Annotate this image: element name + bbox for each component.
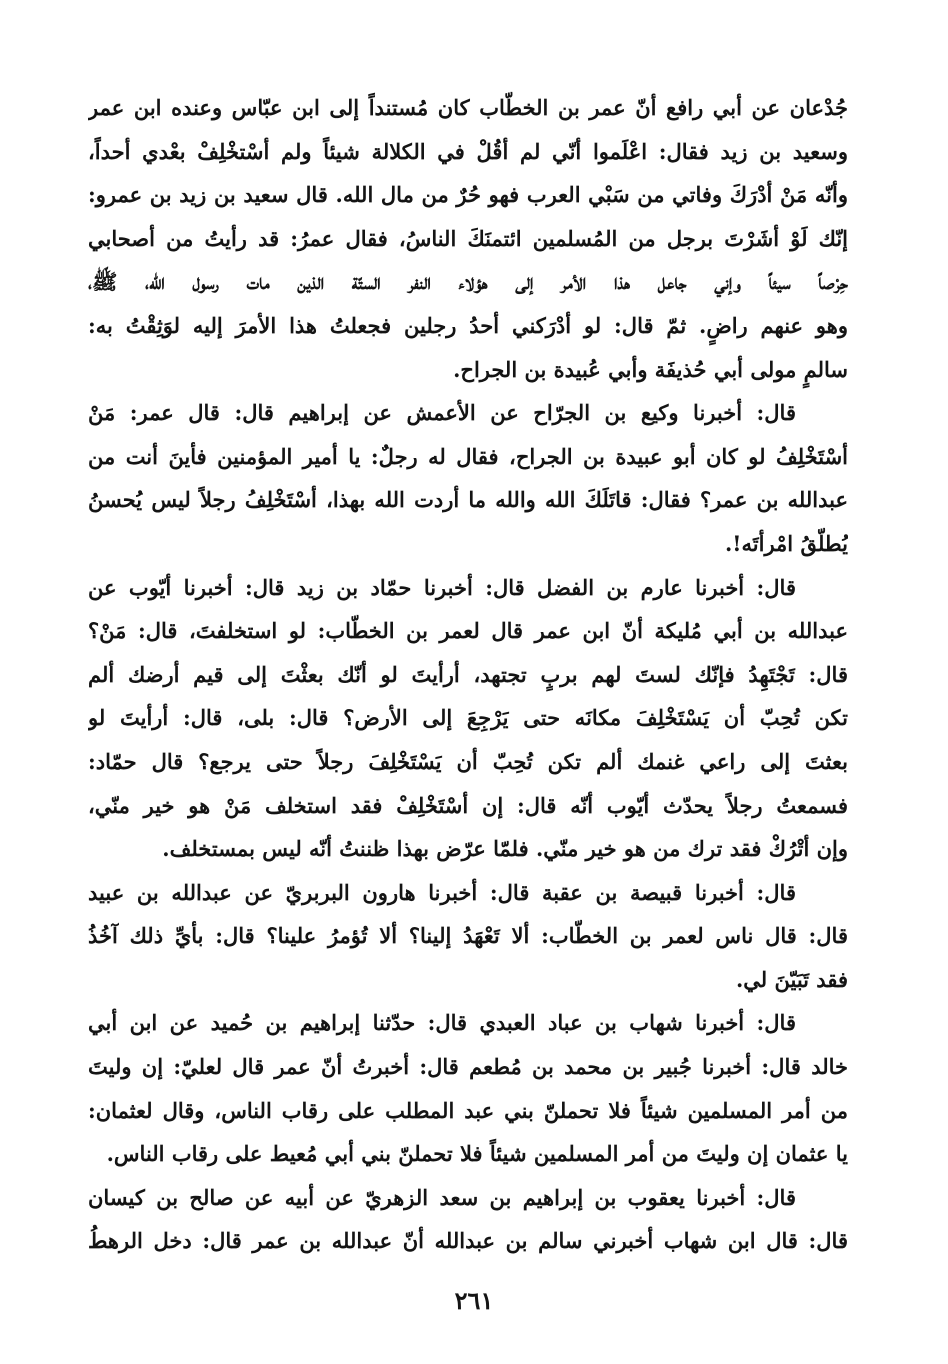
paragraph-1	[88, 86, 848, 391]
text-line: من أمر المسلمين شيئاً فلا تحملنّ بني عبد المطلب على رقاب الناس، وقال لعثمان:	[88, 1097, 848, 1123]
text-line: أسْتَخْلِفُ لو كان أبو عبيدة بن الجراح، فقال له رجلٌ: يا أمير المؤمنين فأينَ أنت من	[88, 443, 848, 469]
paragraph-4	[88, 871, 848, 1002]
paragraph-3	[88, 566, 848, 871]
text-line: قال: تَجْتَهِدُ فإنّك لستَ لهم بربٍ تجتهد، أرأيتَ لو أنّك بعثْتَ إلى قيم أرضك ألم	[88, 661, 848, 687]
text-line: قال: أخبرنا يعقوب بن إبراهيم بن سعد الزهريّ عن أبيه عن صالح بن كيسان	[88, 1184, 796, 1210]
page-body	[88, 86, 848, 1263]
text-line: قال: أخبرنا قبيصة بن عقبة قال: أخبرنا هارون البربريّ عن عبدالله بن عبيد	[88, 879, 796, 905]
paragraph-5	[88, 1001, 848, 1175]
text-line: عبدالله بن أبي مُليكة أنّ ابن عمر قال لعمر بن الخطّاب: لو استخلفتَ، قال: مَنْ؟	[88, 618, 848, 644]
text-line: فقد تَبَيّنَ لي.	[735, 966, 848, 992]
text-line: بعثتَ إلى راعي غنمك ألم تكن تُحِبّ أن يَسْتَخْلِفَ رجلاً حتى يرجع؟ قال حمّاد:	[88, 748, 848, 774]
text-line: فسمعتُ رجلاً يحدّث أيّوب أنّه قال: إن أسْتَخْلِفْ فقد استخلف مَنْ هو خير منّي،	[88, 792, 848, 818]
text-line: وإن أتْرُكْ فقد ترك من هو خير منّي. فلمّا عرّض بهذا ظننتُ أنّه ليس بمستخلف.	[162, 836, 848, 862]
paragraph-2	[88, 391, 848, 565]
text-line: يُطلّقُ امْرأتَه!.	[725, 530, 848, 556]
text-line: جُدْعان عن أبي رافع أنّ عمر بن الخطّاب كان مُستنداً إلى ابن عبّاس وعنده ابن عمر	[88, 95, 848, 120]
text-line: إنّك لَوْ أشَرْتَ برجل من المُسلمين ائتمنَكَ الناسُ، فقال عمرُ: قد رأيتُ من أصحابي	[88, 225, 848, 251]
text-line: وأنّه مَنْ أدْرَكَ وفاتي من سَبْي العرب فهو حُرٌ من مال الله. قال سعيد بن زيد بن عمرو:	[88, 182, 848, 208]
text-line: وسعيد بن زيد فقال: اعْلَموا أنّي لم أقُلْ في الكلالة شيئاً ولم أسْتخْلِفْ بعْدي أحداً،	[88, 138, 848, 164]
text-line: حِرْصاً سيئاً وإني جاعل هذا الأمر إلى هؤلاء النفر الستّة الذين مات رسول الله، ﷺ،	[88, 269, 848, 295]
text-line: تكن تُحِبّ أن يَسْتَخْلِفَ مكانَه حتى يَرْجِعَ إلى الأرض؟ قال: بلى، قال: أرأيتَ لو	[88, 705, 848, 731]
text-line: يا عثمان إن وليتَ من أمر المسلمين شيئاً فلا تحملنّ بني أبي مُعيط على رقاب الناس.	[106, 1141, 848, 1167]
text-line: قال: أخبرنا شهاب بن عباد العبدي قال: حدّثنا إبراهيم بن حُميد عن ابن أبي	[88, 1010, 796, 1036]
text-line: سالمٍ مولى أبي حُذيفَة وأبي عُبيدة بن الجراح.	[453, 356, 848, 382]
page-number: ٢٦١	[454, 1286, 494, 1315]
paragraph-6	[88, 1176, 848, 1263]
text-line: قال: قال ابن شهاب أخبرني سالم بن عبدالله أنّ عبدالله بن عمر قال: دخل الرهطُ	[88, 1228, 848, 1254]
text-line: عبدالله بن عمر؟ فقال: قاتَلَكَ الله والله ما أردت الله بهذا، أسْتَخْلِفُ رجلاً ليس يُحسنُ	[88, 487, 848, 513]
text-line: قال: أخبرنا عارم بن الفضل قال: أخبرنا حمّاد بن زيد قال: أخبرنا أيّوب عن	[88, 574, 796, 600]
text-line: وهو عنهم راضٍ. ثمّ قال: لو أدْرَكني أحدُ رجلين فجعلتُ هذا الأمرَ إليه لوَثِقْتُ به:	[88, 312, 848, 338]
text-line: خالد قال: أخبرنا جُبير بن محمد بن مُطعم قال: أخبرتُ أنّ عمر قال لعليّ: إن وليتَ	[88, 1054, 848, 1080]
text-line: قال: قال ناس لعمر بن الخطّاب: ألا تَعْهَدُ إلينا؟ ألا تُؤمرُ علينا؟ قال: بأيِّ ذلك آخُذُ	[88, 923, 848, 949]
text-line: قال: أخبرنا وكيع بن الجرّاح عن الأعمش عن إبراهيم قال: قال عمر: مَنْ	[88, 400, 796, 426]
